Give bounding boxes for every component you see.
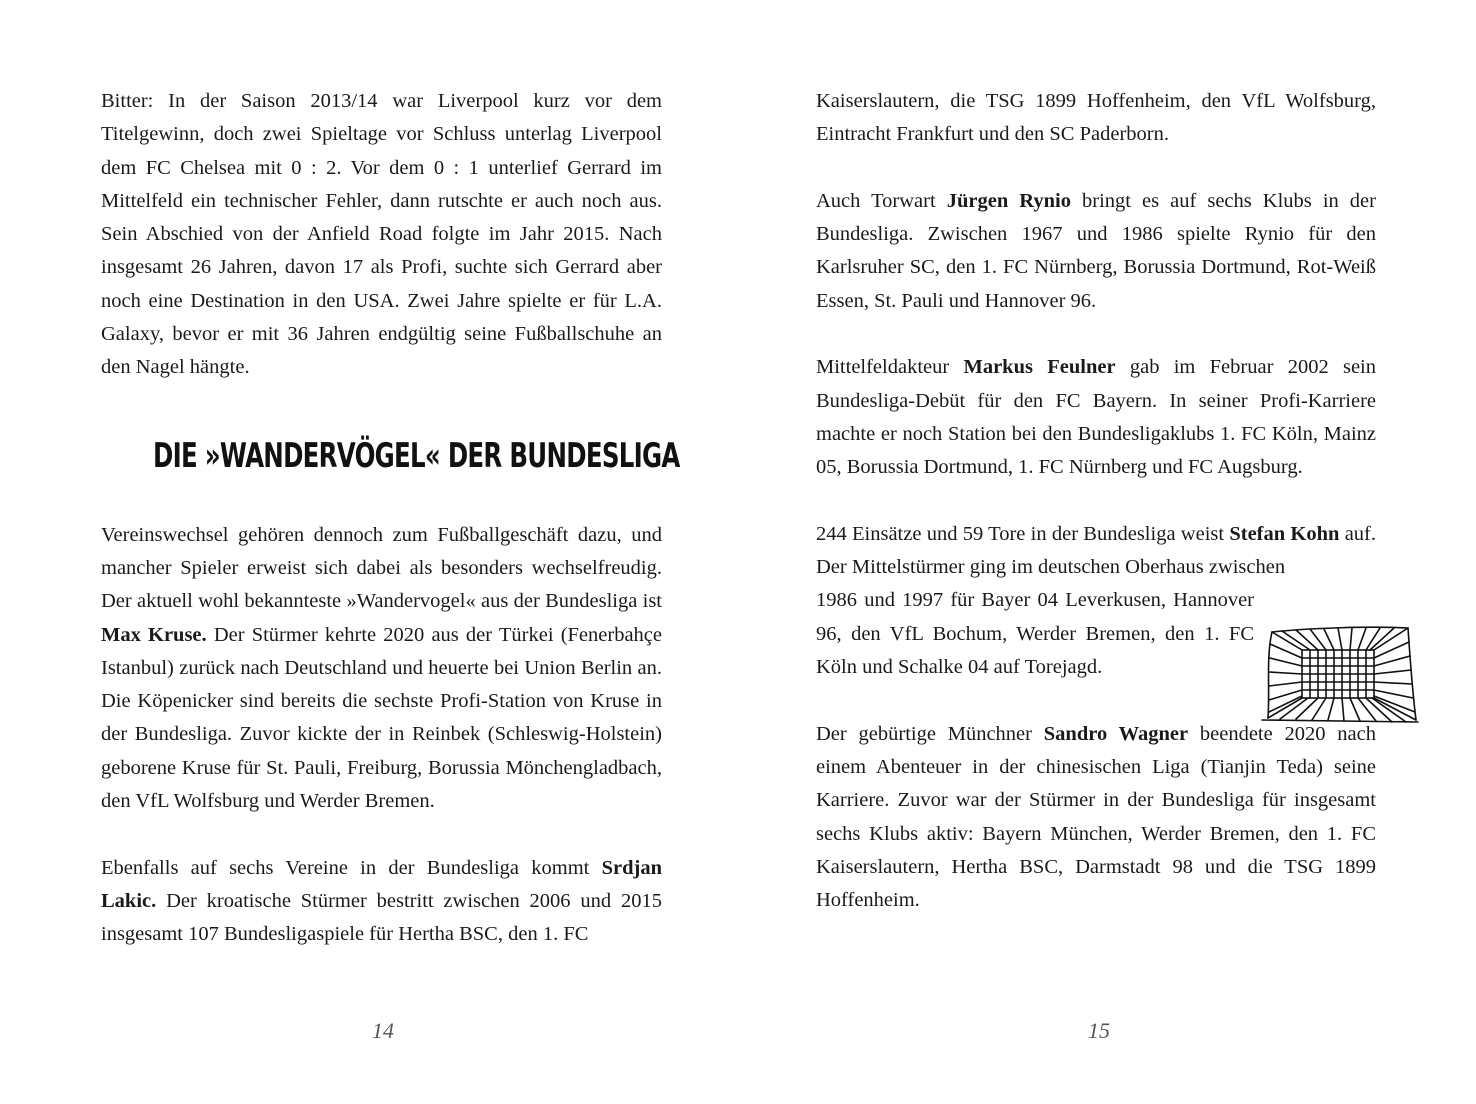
text: Mittelfeldakteur — [816, 356, 964, 379]
text: Ebenfalls auf sechs Vereine in der Bundesliga kommt — [101, 856, 602, 879]
paragraph-gerrard: Bitter: In der Saison 2013/14 war Liverpool kurz vor dem Titelgewinn, doch zwei Spieltage vor Schluss unterlag Liverpool dem FC Chelsea mit 0 : 2. Vor dem 0 : 1 unterlief Gerrard im Mittelfeld ein technischer Fehler, dann rutschte er auch noch aus. Sein Abschied von der Anfield Road folgte im Jahr 2015. Nach insgesamt 26 Jahren, davon 17 als Profi, suchte sich Gerrard aber noch eine Destination in den USA. Zwei Jahre spielte er für L.A. Galaxy, bevor er mit 36 Jahren endgültig seine Fußballschuhe an den Nagel hängte. — [101, 90, 662, 379]
text: Vereinswechsel gehören dennoch zum Fußballgeschäft dazu, und mancher Spieler erweist sich dabei als besonders wechselfreudig. Der aktuell wohl bekannteste »Wandervogel« aus der Bundesliga ist — [101, 523, 662, 613]
player-name: Stefan Kohn — [1229, 522, 1340, 545]
text: Auch Torwart — [816, 189, 947, 212]
text-line: 1986 und 1997 für Bayer 04 Leverkusen, Hannover — [816, 589, 1254, 612]
player-name: Jürgen Rynio — [946, 189, 1071, 212]
text-line: Köln und Schalke 04 auf Torejagd. — [816, 656, 1103, 679]
paragraph-rynio — [816, 185, 1376, 318]
text: bringt es auf sechs Klubs in der Bundesliga. Zwischen 1967 und 1986 spielte Rynio für den Karlsruher SC, den 1. FC Nürnberg, Borussia Dortmund, Rot-Weiß Essen, St. Pauli und Hannover 96. — [816, 189, 1376, 312]
paragraph-wagner — [816, 718, 1376, 918]
text: 244 Einsätze und 59 Tore in der Bundesliga weist — [816, 522, 1230, 545]
paragraph-kruse — [101, 519, 662, 819]
left-text-column — [101, 85, 680, 952]
page-number: 14 — [372, 1018, 394, 1043]
player-name: Sandro Wagner — [1043, 722, 1189, 745]
player-name: Markus Feulner — [963, 356, 1116, 379]
paragraph-feulner — [816, 351, 1376, 484]
paragraph-continued: Kaiserslautern, die TSG 1899 Hoffenheim, den VfL Wolfsburg, Eintracht Frankfurt und den SC Paderborn. — [816, 90, 1376, 146]
text: Der Stürmer kehrte 2020 aus der Türkei (Fenerbahçe Istanbul) zurück nach Deutschland und heuerte bei Union Berlin an. Die Köpenicker sind bereits die sechste Profi-Station von Kruse in der Bundesliga. Zuvor kickte der in Reinbek (Schleswig-Holstein) geborene Kruse für St. Pauli, Freiburg, Borussia Mönchengladbach, den VfL Wolfsburg und Werder Bremen. — [101, 623, 662, 813]
football-goal-icon — [1260, 618, 1420, 728]
section-heading: DIE »WANDERVÖGEL« DER BUNDESLIGA — [153, 435, 680, 476]
text: beendete 2020 nach einem Abenteuer in der chinesischen Liga (Tianjin Teda) seine Karriere. Zuvor war der Stürmer in der Bundesliga für insgesamt sechs Klubs aktiv: Bayern München, Werder Bremen, den 1. FC Kaiserslautern, Hertha BSC, Darmstadt 98 und die TSG 1899 Hoffenheim. — [816, 722, 1376, 912]
right-text-column — [816, 85, 1376, 917]
page-number: 15 — [1088, 1018, 1110, 1043]
text-line: 96, den VfL Bochum, Werder Bremen, den 1. FC — [816, 622, 1254, 645]
player-name: Max Kruse. — [101, 623, 207, 646]
text: Der kroatische Stürmer bestritt zwischen 2006 und 2015 insgesamt 107 Bundesligaspiele für Hertha BSC, den 1. FC — [101, 889, 662, 946]
paragraph-lakic — [101, 852, 662, 952]
right-page — [738, 0, 1476, 1104]
text: gab im Februar 2002 sein Bundesliga-Debüt für den FC Bayern. In seiner Profi-Karriere machte er noch Station bei den Bundesligaklubs 1. FC Köln, Mainz 05, Borussia Dortmund, 1. FC Nürnberg und FC Augsburg. — [816, 356, 1376, 479]
player-name: Srdjan Lakic. — [101, 856, 662, 912]
text: auf. Der Mittelstürmer ging im deutschen Oberhaus zwischen — [816, 522, 1377, 579]
text: Der gebürtige Münchner — [816, 722, 1044, 745]
